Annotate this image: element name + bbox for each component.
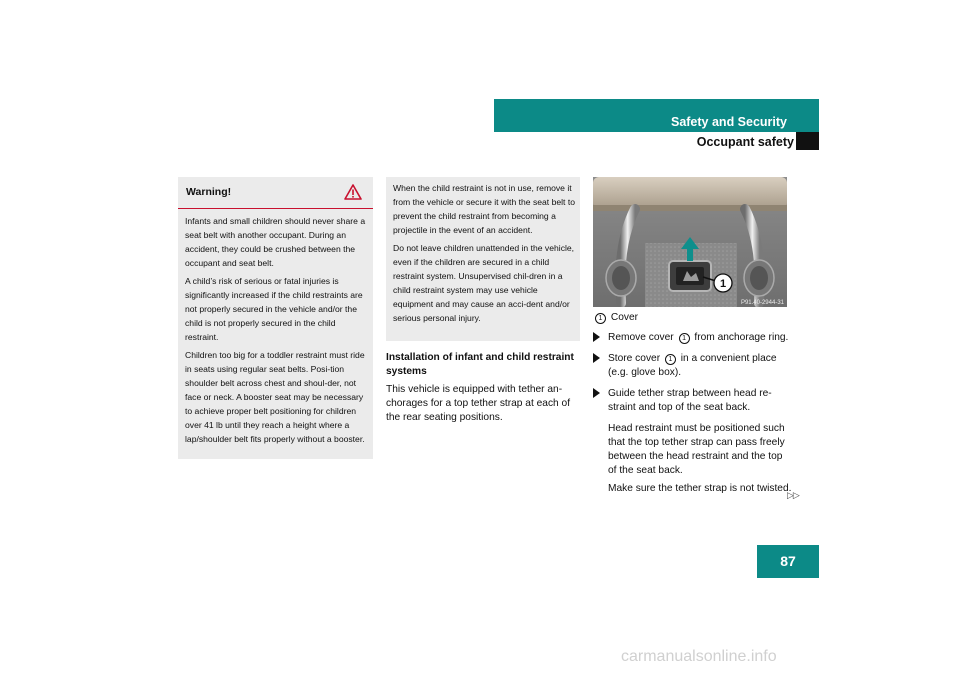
- continued-arrows-icon: ▷▷: [787, 490, 799, 500]
- figure-legend: [593, 311, 793, 325]
- tether-anchorage-photo: [593, 177, 787, 307]
- subsection-title: Occupant safety: [696, 135, 794, 149]
- step-text: from anchorage ring.: [694, 332, 789, 343]
- warning-title: Warning!: [186, 186, 232, 198]
- bullet-arrow-icon: [593, 332, 600, 342]
- page-number: 87: [757, 545, 819, 578]
- bullet-arrow-icon: [593, 388, 600, 398]
- instruction-step: [593, 331, 793, 345]
- callout-number: 1: [679, 333, 690, 344]
- header-band: [494, 99, 819, 132]
- installation-section: [386, 351, 581, 425]
- step-text: in a convenient place (e.g. glove box).: [608, 353, 777, 378]
- note-box: [386, 177, 580, 341]
- callout-number: 1: [665, 354, 676, 365]
- warning-box: [178, 177, 373, 459]
- bullet-arrow-icon: [593, 353, 600, 363]
- step-text: Store cover: [608, 353, 661, 364]
- step-note: Make sure the tether strap is not twisted.: [608, 483, 792, 494]
- step-text: Guide tether strap between head re-straint and top of the seat back.: [608, 388, 772, 413]
- installation-heading: Installation of infant and child restraint systems: [386, 352, 574, 377]
- instruction-step: [593, 387, 793, 415]
- header-marker: [796, 132, 819, 150]
- note-paragraph: Do not leave children unattended in the vehicle, even if the children are secured in a child restraint system. Unsupervised chil-dren in a child restraint system may use vehicle equipment and may cause an acci-dent and/or serious personal injury.: [393, 243, 575, 323]
- step-note: Head restraint must be positioned such that the top tether strap can pass freely between the head restraint and the top of the seat back.: [608, 423, 785, 476]
- legend-label: Cover: [610, 312, 639, 323]
- figure-callout: 1: [719, 278, 727, 290]
- warning-paragraph: Infants and small children should never share a seat belt with another occupant. During an accident, they could be crushed between the occupant and seat belt.: [185, 216, 366, 268]
- instruction-step: [593, 352, 793, 380]
- warning-triangle-icon: [344, 184, 362, 200]
- section-title: Safety and Security: [670, 115, 787, 129]
- instructions-column: [593, 311, 793, 500]
- installation-body: This vehicle is equipped with tether an-chorages for a top tether strap at each of the rear seating positions.: [386, 384, 571, 423]
- note-paragraph: When the child restraint is not in use, remove it from the vehicle or secure it with the seat belt to prevent the child restraint from becoming a projectile in the event of an accident.: [393, 183, 575, 235]
- watermark: carmanualsonline.info: [621, 648, 777, 665]
- callout-number: 1: [595, 313, 606, 324]
- warning-paragraph: A child’s risk of serious or fatal injuries is significantly increased if the child restraints are not properly secured in the vehicle and/or the child is not properly secured in the child restraint.: [185, 276, 363, 342]
- warning-paragraph: Children too big for a toddler restraint must ride in seats using regular seat belts. Posi-tion shoulder belt across chest and shoul-der, not face or neck. A booster seat may be necessary to achieve proper belt positioning for children over 41 lb until they reach a height where a lap/shoulder belt fits properly without a booster.: [185, 350, 365, 444]
- step-text: Remove cover: [608, 332, 674, 343]
- figure-code: P91.40-2944-31: [740, 300, 784, 306]
- warning-header: [178, 177, 373, 209]
